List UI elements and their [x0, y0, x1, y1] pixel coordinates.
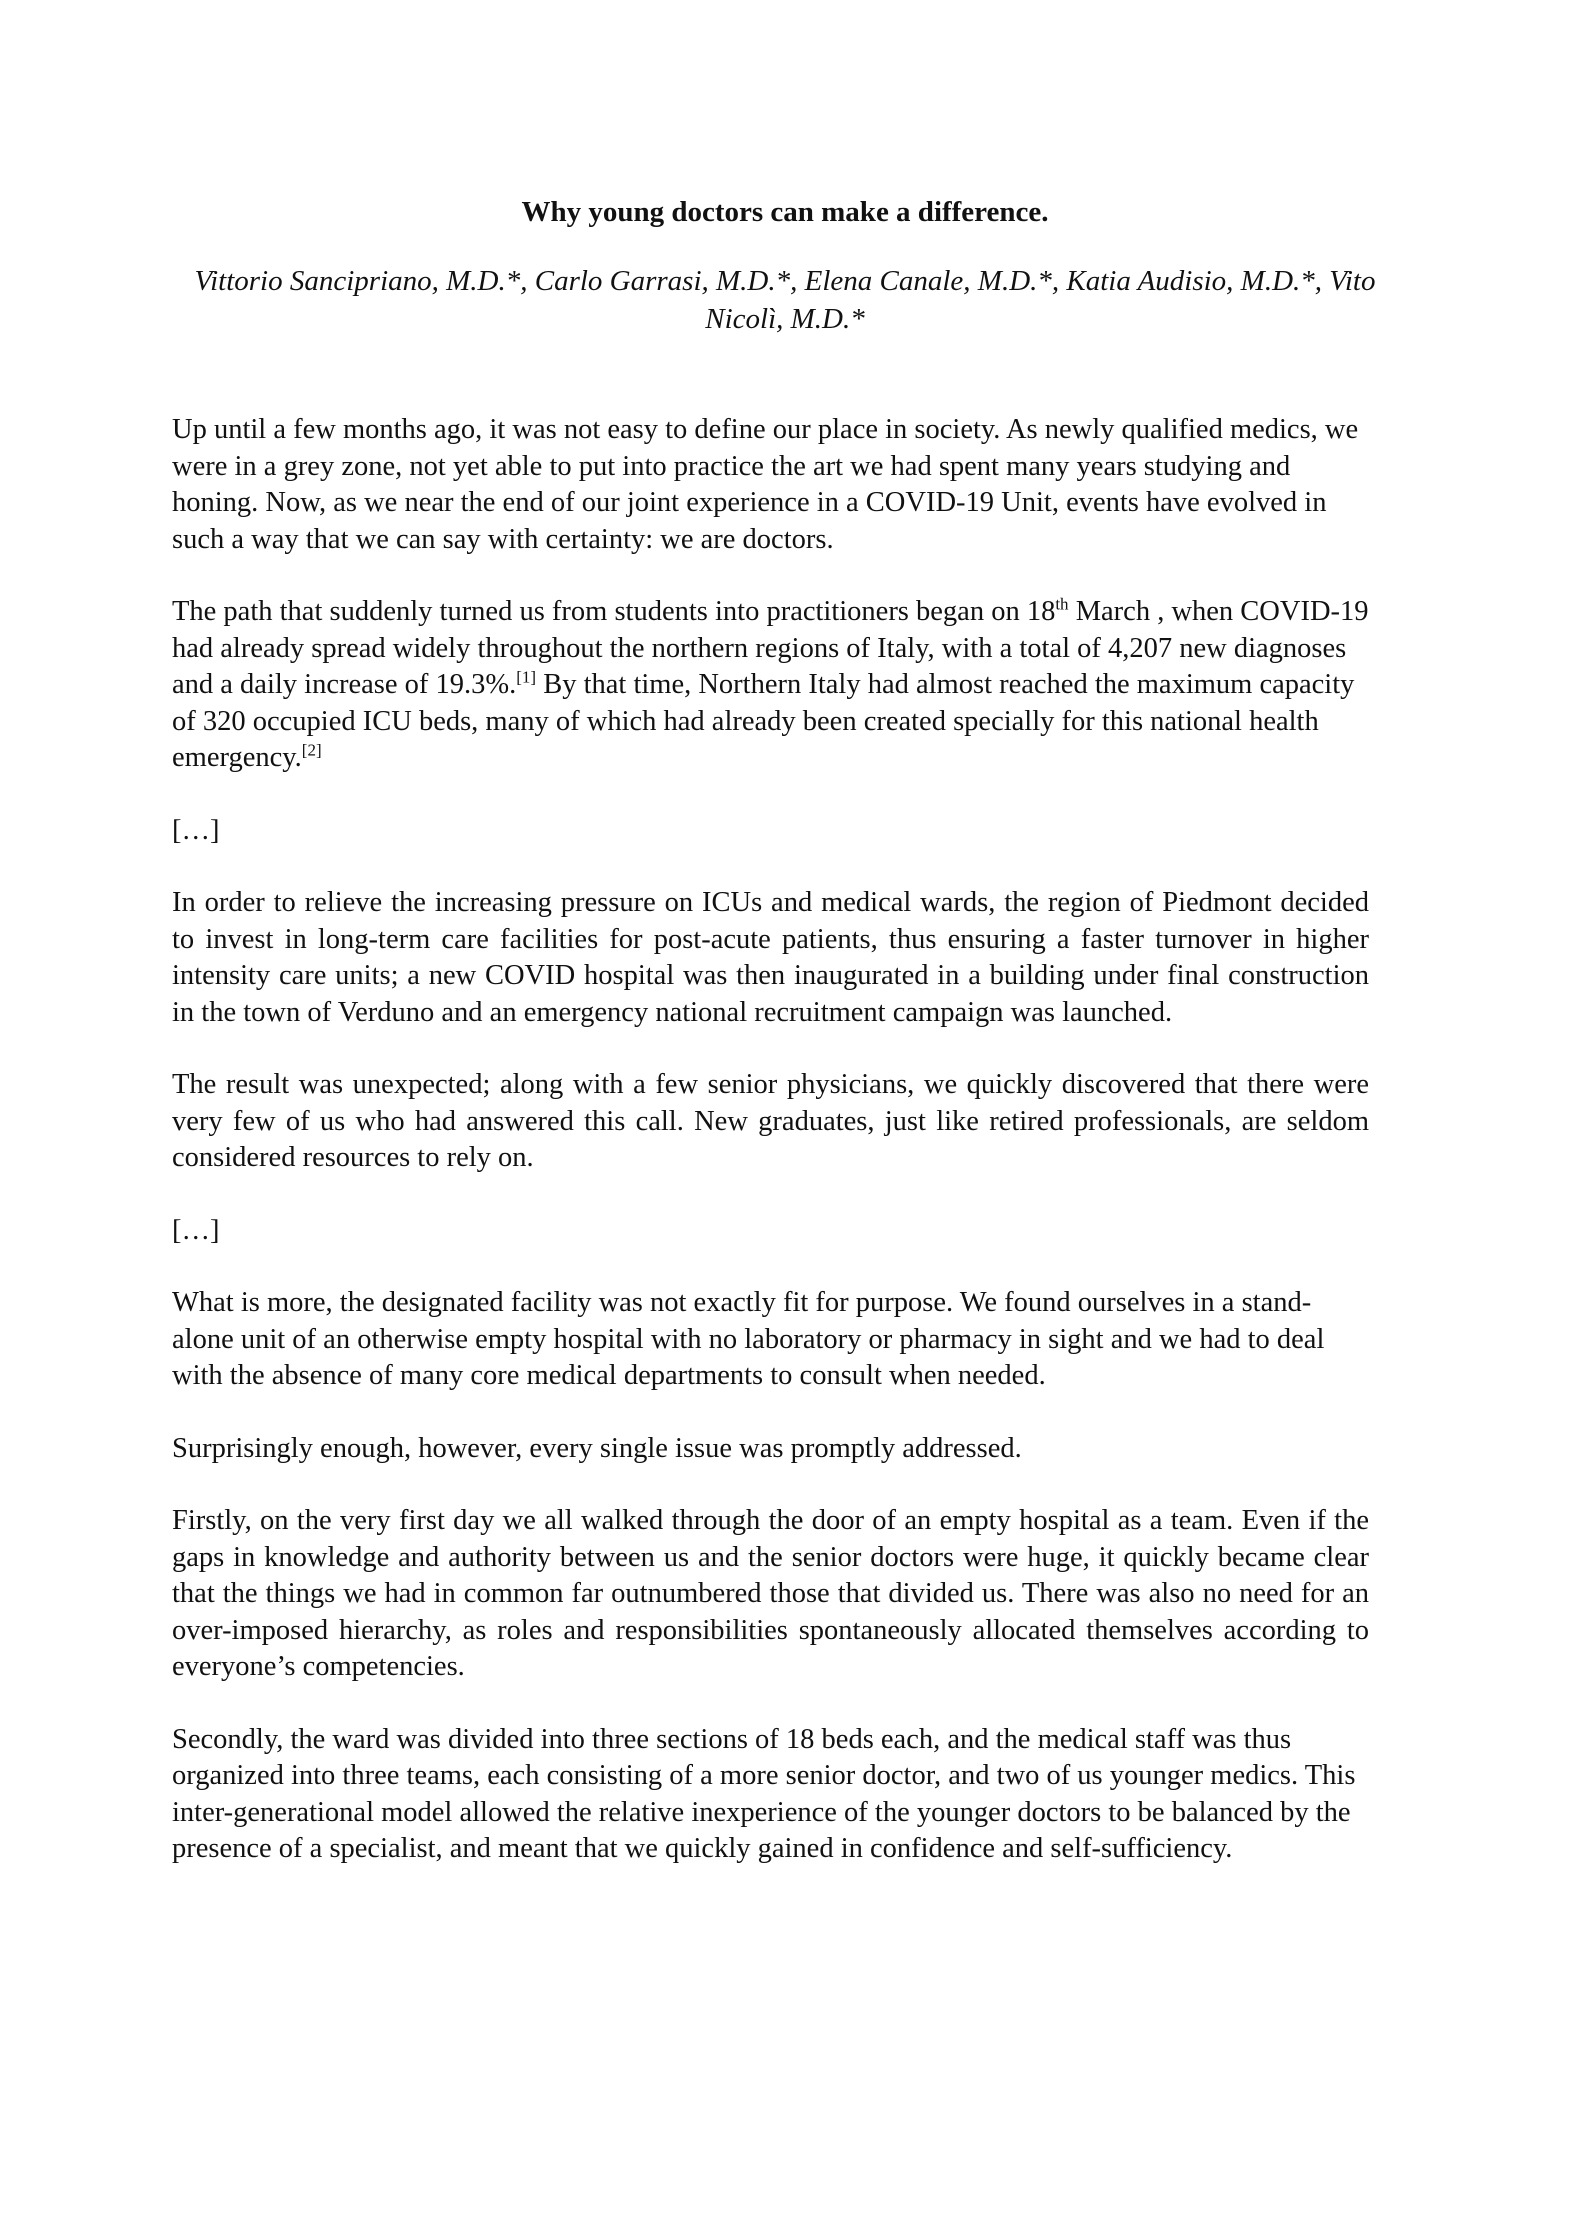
paragraph-2-text-c: By that time, Northern Italy had almost reached the maximum capacity of 320 occupied ICU beds, many of which had already been created specially for this national health emergency.: [172, 669, 1355, 773]
paragraph-7: Firstly, on the very first day we all walked through the door of an empty hospital as a team. Even if the gaps in knowledge and authority between us and the senior doctors were huge, it quickly became clear that the things we had in common far outnumbered those that divided us. There was also no need for an over-imposed hierarchy, as roles and responsibilities spontaneously allocated themselves according to everyone’s competencies.: [172, 1505, 1369, 1682]
reference-1: [1]: [516, 667, 537, 687]
ellipsis-break-1: […]: [172, 814, 220, 846]
paragraph-6: Surprisingly enough, however, every single issue was promptly addressed.: [172, 1432, 1022, 1464]
paragraph-1: Up until a few months ago, it was not easy to define our place in society. As newly qualified medics, we were in a grey zone, not yet able to put into practice the art we had spent many years studying and honing. Now, as we near the end of our joint experience in a COVID-19 Unit, events have evolved in such a way that we can say with certainty: we are doctors.: [172, 414, 1359, 555]
author-list: Vittorio Sancipriano, M.D.*, Carlo Garrasi, M.D.*, Elena Canale, M.D.*, Katia Audisio, M.D.*, Vito Nicolì, M.D.*: [194, 265, 1376, 335]
paragraph-2: [172, 594, 1369, 777]
ellipsis-break-2: […]: [172, 1214, 220, 1246]
document-body: [172, 412, 1369, 1904]
paragraph-2-text-a: The path that suddenly turned us from students into practitioners began on 18: [172, 596, 1056, 627]
paragraph-2-text-b: March , when COVID-19 had already spread widely throughout the northern regions of Italy, with a total of 4,207 new diagnoses and a daily increase of 19.3%.: [172, 596, 1369, 700]
paragraph-5: What is more, the designated facility was not exactly fit for purpose. We found ourselves in a stand-alone unit of an otherwise empty hospital with no laboratory or pharmacy in sight and we had to deal with the absence of many core medical departments to consult when needed.: [172, 1287, 1325, 1391]
paragraph-8: Secondly, the ward was divided into three sections of 18 beds each, and the medical staff was thus organized into three teams, each consisting of a more senior doctor, and two of us younger medics. This inter-generational model allowed the relative inexperience of the younger doctors to be balanced by the presence of a specialist, and meant that we quickly gained in confidence and self-sufficiency.: [172, 1723, 1356, 1864]
ordinal-suffix: th: [1055, 594, 1069, 614]
paragraph-4: The result was unexpected; along with a few senior physicians, we quickly discovered that there were very few of us who had answered this call. New graduates, just like retired professionals, are seldom considered resources to rely on.: [172, 1069, 1369, 1173]
reference-2: [2]: [301, 740, 322, 760]
paragraph-3: In order to relieve the increasing pressure on ICUs and medical wards, the region of Piedmont decided to invest in long-term care facilities for post-acute patients, thus ensuring a faster turnover in higher intensity care units; a new COVID hospital was then inaugurated in a building under final construction in the town of Verduno and an emergency national recruitment campaign was launched.: [172, 887, 1369, 1028]
document-title: Why young doctors can make a difference.: [521, 196, 1049, 228]
